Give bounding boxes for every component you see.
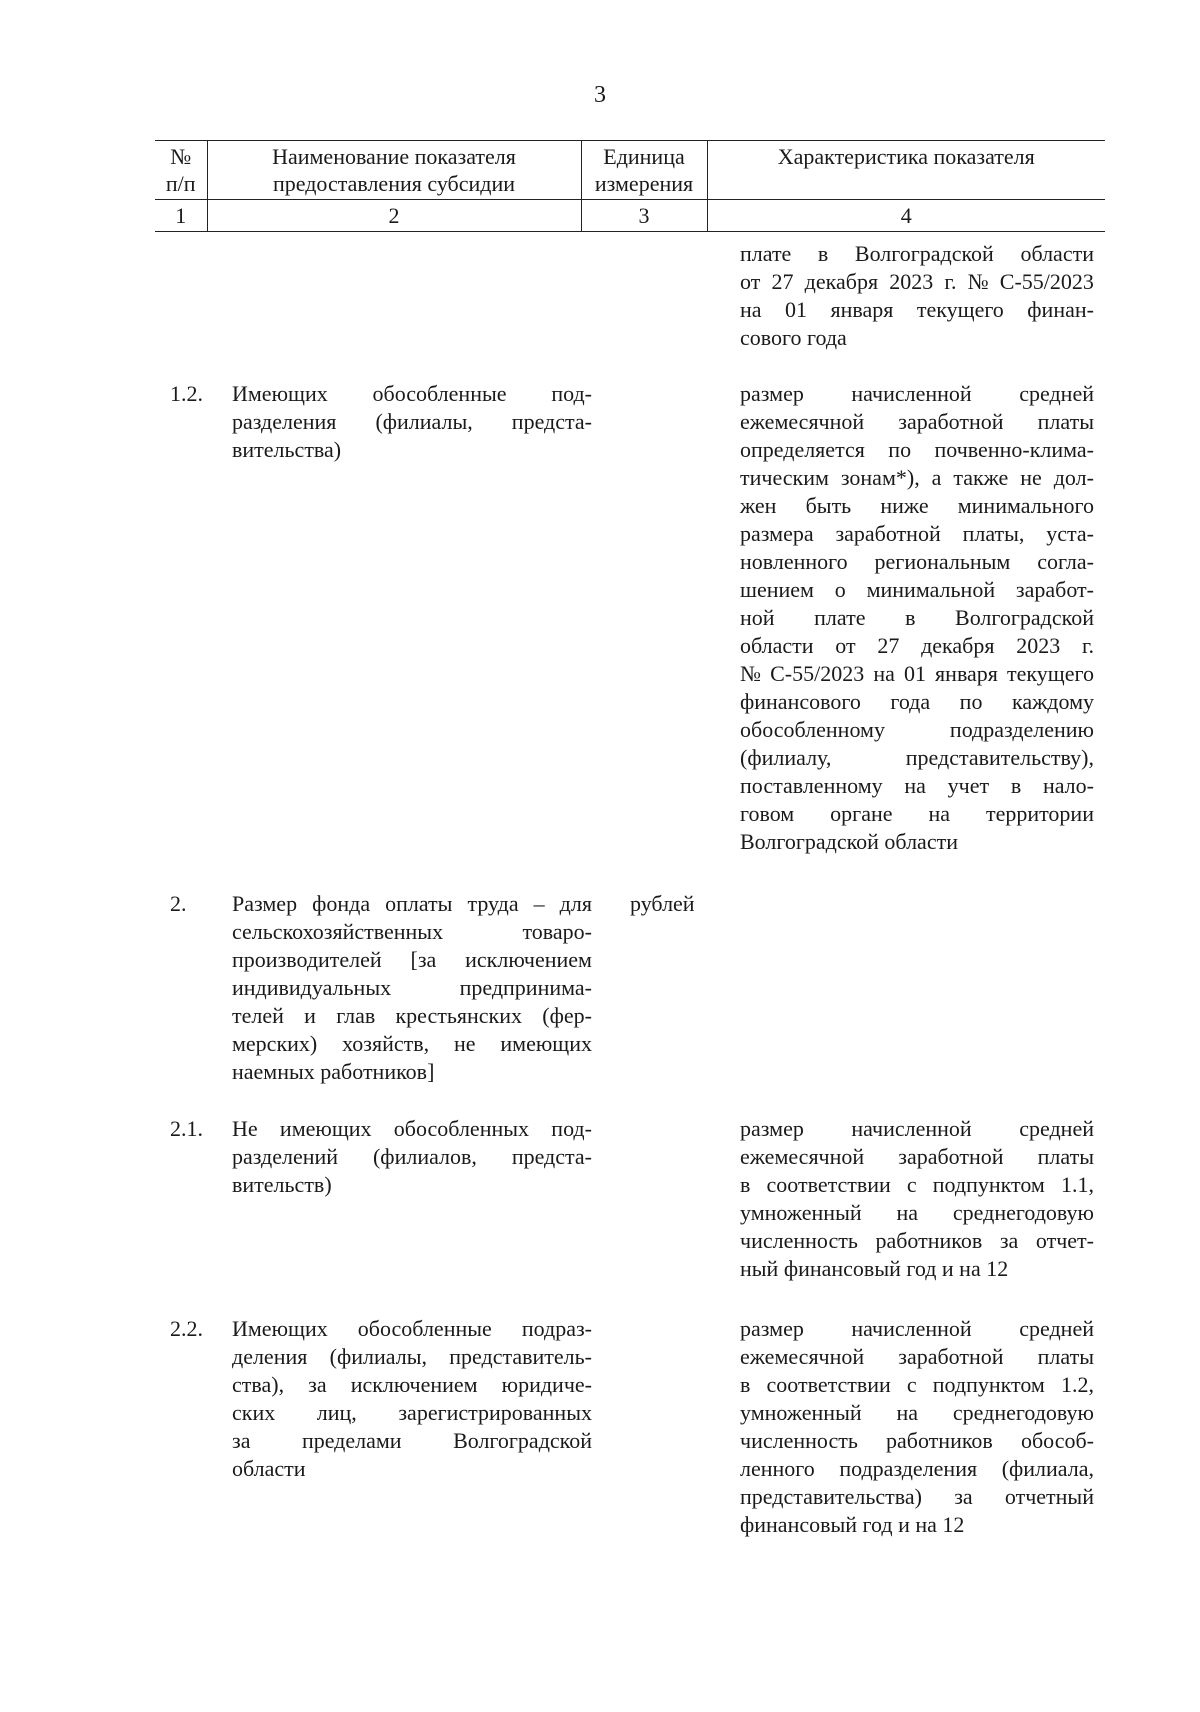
row-number: 1.2. [170, 381, 203, 406]
row-characteristic: плате в Волгоградской области от 27 декабря 2023 г. № С-55/2023 на 01 января текущего финан- сового года [740, 241, 1094, 350]
row-number: 2.1. [170, 1116, 203, 1141]
row-name: Имеющих обособленные под- разделения (филиалы, предста- вительства) [232, 381, 592, 462]
header-col-unit: Единица измерения [581, 141, 707, 200]
index-cell: 3 [581, 200, 707, 232]
row-name: Не имеющих обособленных под- разделений (филиалов, предста- вительств) [232, 1116, 592, 1197]
header-col-characteristic: Характеристика показателя [707, 141, 1105, 200]
header-col-number: № п/п [155, 141, 207, 200]
row-characteristic: размер начисленной средней ежемесячной заработной платы определяется по почвенно-клима- тическим зонам*), а также не дол- жен быть ниже минимального размера заработной платы, уста- новленного региональным согла- шением о минимальной заработ- ной плате в Волгоградской области от 27 декабря 2023 г. № С-55/2023 на 01 января текущего финансового года по каждому обособленному подразделению (филиалу, представительству), поставленному на учет в нало- говом органе на территории Волгоградской области [740, 381, 1094, 854]
row-characteristic: размер начисленной средней ежемесячной заработной платы в соответствии с подпунктом 1.1, умноженный на среднегодовую численность работников за отчет- ный финансовый год и на 12 [740, 1116, 1094, 1281]
row-name: Имеющих обособленные подраз- деления (филиалы, представитель- ства), за исключением юридиче- ских лиц, зарегистрированных за пределами Волгоградской области [232, 1316, 592, 1481]
row-number: 2.2. [170, 1316, 203, 1341]
index-cell: 1 [155, 200, 207, 232]
row-number: 2. [170, 891, 187, 916]
row-unit: рублей [630, 891, 695, 916]
index-cell: 2 [207, 200, 581, 232]
row-characteristic: размер начисленной средней ежемесячной заработной платы в соответствии с подпунктом 1.2, умноженный на среднегодовую численность работников обособ- ленного подразделения (филиала, представительства) за отчетный финансовый год и на 12 [740, 1316, 1094, 1537]
header-index-row [155, 200, 1105, 232]
header-row [155, 141, 1105, 200]
index-cell: 4 [707, 200, 1105, 232]
row-name: Размер фонда оплаты труда – для сельскохозяйственных товаро- производителей [за исключением индивидуальных предпринима- телей и глав крестьянских (фер- мерских) хозяйств, не имеющих наемных работников] [232, 891, 592, 1084]
header-col-name: Наименование показателя предоставления субсидии [207, 141, 581, 200]
table-header [155, 140, 1105, 232]
page-number: 3 [594, 82, 606, 108]
